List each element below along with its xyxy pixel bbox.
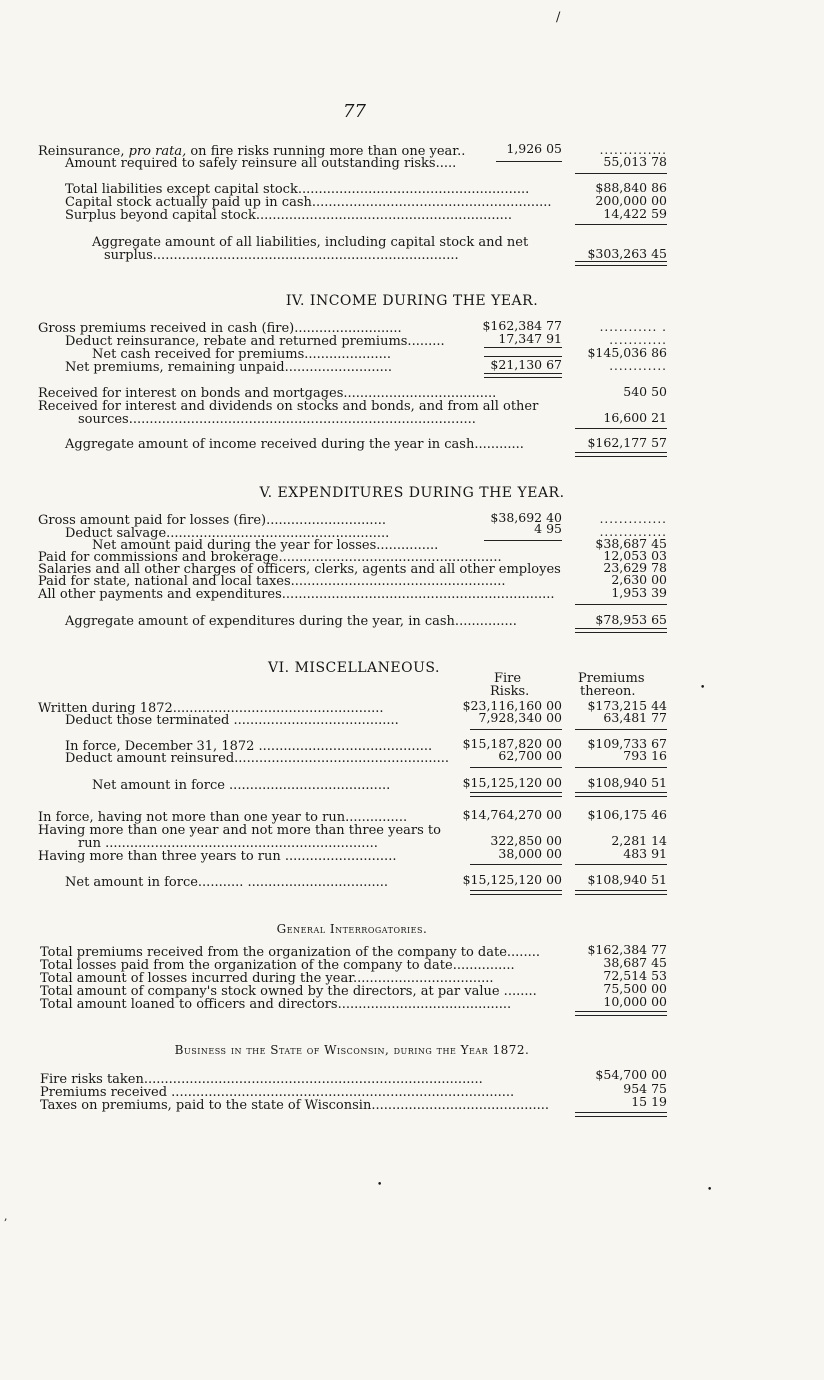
expenditures-heading: V. EXPENDITURES DURING THE YEAR. <box>259 485 565 501</box>
misc-over-three-risks: 38,000 00 <box>498 846 562 861</box>
misc-net2-label: Net amount in force........... .................................. <box>65 875 389 890</box>
reinsure-label: Amount required to safely reinsure all outstanding risks..... <box>65 156 457 171</box>
misc-reinsured-risks: 62,700 00 <box>498 748 562 763</box>
page-number: 77 <box>343 101 366 122</box>
misc-one-year-label: In force, having not more than one year to run............... <box>38 810 408 825</box>
misc-three-year-line2: run .................................................................. <box>78 836 378 851</box>
income-gross-label: Gross premiums received in cash (fire).......................... <box>38 321 402 336</box>
reinsurance-amount: 1,926 05 <box>506 141 562 156</box>
exp-salvage-label: Deduct salvage...................................................... <box>65 526 390 541</box>
income-unpaid-value: $21,130 67 <box>490 357 562 372</box>
misc-written-prem: $173,215 44 <box>587 698 667 713</box>
wis-risks-value: $54,700 00 <box>595 1067 667 1082</box>
int-premiums-value: $162,384 77 <box>587 942 667 957</box>
int-stock-value: 75,500 00 <box>603 981 667 996</box>
liab-aggregate-line2: surplus.......................................................................... <box>104 248 459 263</box>
exp-other-label: All other payments and expenditures.................................................................. <box>38 587 555 602</box>
income-deduct-value: 17,347 91 <box>498 331 562 346</box>
misc-three-year-risks: 322,850 00 <box>490 833 562 848</box>
reinsure-total: 55,013 78 <box>603 154 667 169</box>
misc-net-prem: $108,940 51 <box>587 775 667 790</box>
capital-value: 200,000 00 <box>595 193 667 208</box>
col-premiums-line1: Premiums <box>578 671 645 686</box>
income-net-cash-value: $145,036 86 <box>587 345 667 360</box>
exp-aggregate-value: $78,953 65 <box>595 612 667 627</box>
col-risks-line1: Fire <box>494 671 522 686</box>
exp-commissions-label: Paid for commissions and brokerage...................................................... <box>38 550 502 565</box>
misc-terminated-risks: 7,928,340 00 <box>478 710 562 725</box>
wis-taxes-value: 15 19 <box>631 1094 667 1109</box>
exp-gross-value: $38,692 40 <box>490 510 562 525</box>
corner-mark: / <box>556 10 561 25</box>
income-gross-value: $162,384 77 <box>482 318 562 333</box>
document-page: / 77 Reinsurance, pro rata, on fire risks running more than one year.. 1,926 05 .............. Amount required to safely reinsure all outstanding risks..... 55,013 78 Total liabilities except capital stock........................................................ $88,840 86 Capital stock actually paid up in cash.......................................................... 200,000 00 Surplus beyond capital stock.............................................................. 14,422 59 Aggregate amount of all liabilities, including capital stock and net surplus.......................................................................... $303,263 45 IV. INCOME DURING THE YEAR. Gross premiums received in cash (fire).......................... $162,384 77 ............ . Deduct reinsurance, rebate and returned premiums......... 17,347 91 ............ Net cash received for premiums..................... $145,036 86 Net premiums, remaining unpaid.......................... $21,130 67 ............ Received for interest on bonds and mortgages..................................... 540 50 Received for interest and dividends on stocks and bonds, and from all other sources.................................................................................... 16,600 21 Aggregate amount of income received during the year in cash............ $162,177 57 V. EXPENDITURES DURING THE YEAR. Gross amount paid for losses (fire)............................. $38,692 40 .............. Deduct salvage...................................................... 4 95 .............. Net amount paid during the year for losses............... $38,687 45 Paid for commissions and brokerage...................................................... 12,053 03 Salaries and all other charges of officers, clerks, agents and all other employes 23,629 78 Paid for state, national and local taxes.................................................... 2,630 00 All other payments and expenditures.................................................................. 1,953 39 Aggregate amount of expenditures during the year, in cash............... $78,953 65 VI. MISCELLANEOUS. Fire Risks. Premiums thereon. Written during 1872................................................... $23,116,160 00 $173,215 44 Deduct those terminated ........................................ 7,928,340 00 63,481 77 In force, December 31, 1872 .......................................... $15,187,820 00 $109,733 67 Deduct amount reinsured.................................................... 62,700 00 793 16 Net amount in force ....................................... $15,125,120 00 $108,940 51 In force, having not more than one year to run............... $14,764,270 00 $106,175 46 Having more than one year and not more than three years to run .................................................................. 322,850 00 2,281 14 Having more than three years to run ........................... 38,000 00 483 91 Net amount in force........... .................................. $15,125,120 00 $108,940 51 General Interrogatories. Total premiums received from the organization of the company to date........ $162,384 77 Total losses paid from the organization of the company to date............... 38,687 45 Total amount of losses incurred during the year.................................. 72,514 53 Total amount of company's stock owned by the directors, at par value ........ 75,500 00 Total amount loaned to officers and directors.......................................... 10,000 00 Business in the State of Wisconsin, during the Year 1872. Fire risks taken.................................................................................. $54,700 00 Premiums received ................................................................................... 954 75 Taxes on premiums, paid to the state of Wisconsin........................................... 15 19 • • • , <box>0 0 824 1380</box>
misc-inforce-label: In force, December 31, 1872 .......................................... <box>65 739 433 754</box>
exp-salvage-value: 4 95 <box>534 521 562 536</box>
int-incurred-label: Total amount of losses incurred during the year.................................. <box>40 971 494 986</box>
capital-label: Capital stock actually paid up in cash.......................................................... <box>65 195 552 210</box>
misc-inforce-risks: $15,187,820 00 <box>462 736 562 751</box>
liab-aggregate-line1: Aggregate amount of all liabilities, including capital stock and net <box>92 235 529 250</box>
income-interest-label: Received for interest on bonds and mortgages..................................... <box>38 386 497 401</box>
misc-reinsured-prem: 793 16 <box>623 748 667 763</box>
wisconsin-heading: Business in the State of Wisconsin, during the Year 1872. <box>174 1043 530 1057</box>
exp-gross-label: Gross amount paid for losses (fire)............................. <box>38 513 386 528</box>
misc-reinsured-label: Deduct amount reinsured.................................................... <box>65 751 450 766</box>
misc-written-label: Written during 1872................................................... <box>38 701 384 716</box>
exp-salaries-value: 23,629 78 <box>603 560 667 575</box>
income-aggregate-label: Aggregate amount of income received during the year in cash............ <box>65 437 524 452</box>
int-loaned-label: Total amount loaned to officers and directors.......................................... <box>40 997 512 1012</box>
income-aggregate-value: $162,177 57 <box>587 435 667 450</box>
wis-premiums-label: Premiums received ................................................................................... <box>40 1085 515 1100</box>
income-dividends-line1: Received for interest and dividends on stocks and bonds, and from all other <box>38 399 539 414</box>
int-incurred-value: 72,514 53 <box>603 968 667 983</box>
misc-terminated-prem: 63,481 77 <box>603 710 667 725</box>
int-premiums-label: Total premiums received from the organization of the company to date........ <box>40 945 540 960</box>
int-loaned-value: 10,000 00 <box>603 994 667 1009</box>
exp-commissions-value: 12,053 03 <box>603 548 667 563</box>
exp-salaries-label: Salaries and all other charges of officers, clerks, agents and all other employes <box>38 562 561 577</box>
misc-one-year-prem: $106,175 46 <box>587 807 667 822</box>
misc-three-year-line1: Having more than one year and not more than three years to <box>38 823 441 838</box>
misc-three-year-prem: 2,281 14 <box>611 833 667 848</box>
total-liab-label: Total liabilities except capital stock........................................................ <box>65 182 530 197</box>
int-losses-value: 38,687 45 <box>603 955 667 970</box>
misc-net-label: Net amount in force ....................................... <box>92 778 391 793</box>
surplus-value: 14,422 59 <box>603 206 667 221</box>
surplus-label: Surplus beyond capital stock.............................................................. <box>65 208 513 223</box>
misc-terminated-label: Deduct those terminated ........................................ <box>65 713 399 728</box>
income-net-cash-label: Net cash received for premiums..................... <box>92 347 392 362</box>
exp-other-value: 1,953 39 <box>611 585 667 600</box>
misc-one-year-risks: $14,764,270 00 <box>462 807 562 822</box>
income-deduct-label: Deduct reinsurance, rebate and returned premiums......... <box>65 334 445 349</box>
misc-written-risks: $23,116,160 00 <box>462 698 562 713</box>
income-heading: IV. INCOME DURING THE YEAR. <box>285 293 539 309</box>
col-risks-line2: Risks. <box>490 684 530 699</box>
misc-over-three-prem: 483 91 <box>623 846 667 861</box>
income-interest-value: 540 50 <box>623 384 667 399</box>
income-dividends-value: 16,600 21 <box>603 410 667 425</box>
misc-net2-risks: $15,125,120 00 <box>462 872 562 887</box>
reinsurance-label: Reinsurance, pro rata, on fire risks running more than one year.. <box>38 144 466 159</box>
misc-heading: VI. MISCELLANEOUS. <box>268 660 440 676</box>
wis-risks-label: Fire risks taken.................................................................................. <box>40 1072 483 1087</box>
col-premiums-line2: thereon. <box>580 684 636 699</box>
int-losses-label: Total losses paid from the organization of the company to date............... <box>40 958 515 973</box>
wis-premiums-value: 954 75 <box>623 1081 667 1096</box>
total-liab-value: $88,840 86 <box>595 180 667 195</box>
exp-net-losses-label: Net amount paid during the year for losses............... <box>92 538 439 553</box>
exp-taxes-value: 2,630 00 <box>611 572 667 587</box>
liab-aggregate-value: $303,263 45 <box>587 246 667 261</box>
income-unpaid-label: Net premiums, remaining unpaid.......................... <box>65 360 393 375</box>
wis-taxes-label: Taxes on premiums, paid to the state of Wisconsin........................................... <box>40 1098 550 1113</box>
exp-net-losses-value: $38,687 45 <box>595 536 667 551</box>
exp-taxes-label: Paid for state, national and local taxes.................................................... <box>38 574 506 589</box>
income-dividends-line2: sources.................................................................................... <box>78 412 476 427</box>
misc-inforce-prem: $109,733 67 <box>587 736 667 751</box>
interrogatories-heading: General Interrogatories. <box>276 922 428 936</box>
misc-over-three-label: Having more than three years to run ........................... <box>38 849 397 864</box>
misc-net2-prem: $108,940 51 <box>587 872 667 887</box>
exp-aggregate-label: Aggregate amount of expenditures during the year, in cash............... <box>65 614 517 629</box>
misc-net-risks: $15,125,120 00 <box>462 775 562 790</box>
int-stock-label: Total amount of company's stock owned by the directors, at par value ........ <box>40 984 537 999</box>
